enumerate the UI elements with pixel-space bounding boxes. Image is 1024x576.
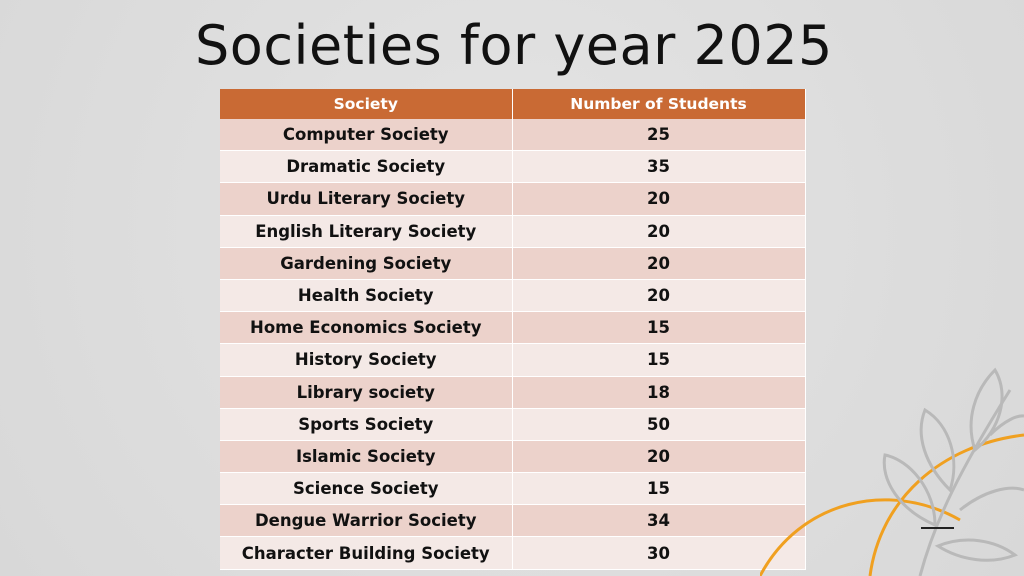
table-row [220, 408, 805, 440]
table-row [220, 279, 805, 311]
table-row [220, 505, 805, 537]
table-row [220, 312, 805, 344]
student-count: 15 [512, 312, 805, 344]
slide-title: Societies for year 2025 [195, 14, 833, 77]
divider-line [921, 527, 954, 529]
student-count: 35 [512, 151, 805, 183]
table-row [220, 473, 805, 505]
student-count: 50 [512, 408, 805, 440]
society-name: History Society [220, 344, 512, 376]
society-name: Character Building Society [220, 537, 512, 569]
society-name: Urdu Literary Society [220, 183, 512, 215]
student-count: 30 [512, 537, 805, 569]
table-row [220, 376, 805, 408]
table-row [220, 215, 805, 247]
societies-table [220, 89, 806, 570]
society-name: Islamic Society [220, 440, 512, 472]
table-row [220, 440, 805, 472]
table-row [220, 151, 805, 183]
student-count: 15 [512, 473, 805, 505]
student-count: 20 [512, 215, 805, 247]
student-count: 20 [512, 247, 805, 279]
society-name: Dramatic Society [220, 151, 512, 183]
student-count: 34 [512, 505, 805, 537]
student-count: 18 [512, 376, 805, 408]
society-name: Health Society [220, 279, 512, 311]
student-count: 25 [512, 119, 805, 151]
society-name: Science Society [220, 473, 512, 505]
table-row [220, 344, 805, 376]
header-number-of-students: Number of Students [512, 89, 805, 119]
table-row [220, 183, 805, 215]
table-row [220, 247, 805, 279]
student-count: 20 [512, 183, 805, 215]
society-name: English Literary Society [220, 215, 512, 247]
society-name: Computer Society [220, 119, 512, 151]
society-name: Sports Society [220, 408, 512, 440]
table-header-row [220, 89, 805, 119]
student-count: 20 [512, 440, 805, 472]
society-name: Dengue Warrior Society [220, 505, 512, 537]
student-count: 20 [512, 279, 805, 311]
society-name: Home Economics Society [220, 312, 512, 344]
table-row [220, 119, 805, 151]
society-name: Library society [220, 376, 512, 408]
society-name: Gardening Society [220, 247, 512, 279]
header-society: Society [220, 89, 512, 119]
leaf-branch-icon [760, 350, 1024, 576]
table-row [220, 537, 805, 569]
student-count: 15 [512, 344, 805, 376]
